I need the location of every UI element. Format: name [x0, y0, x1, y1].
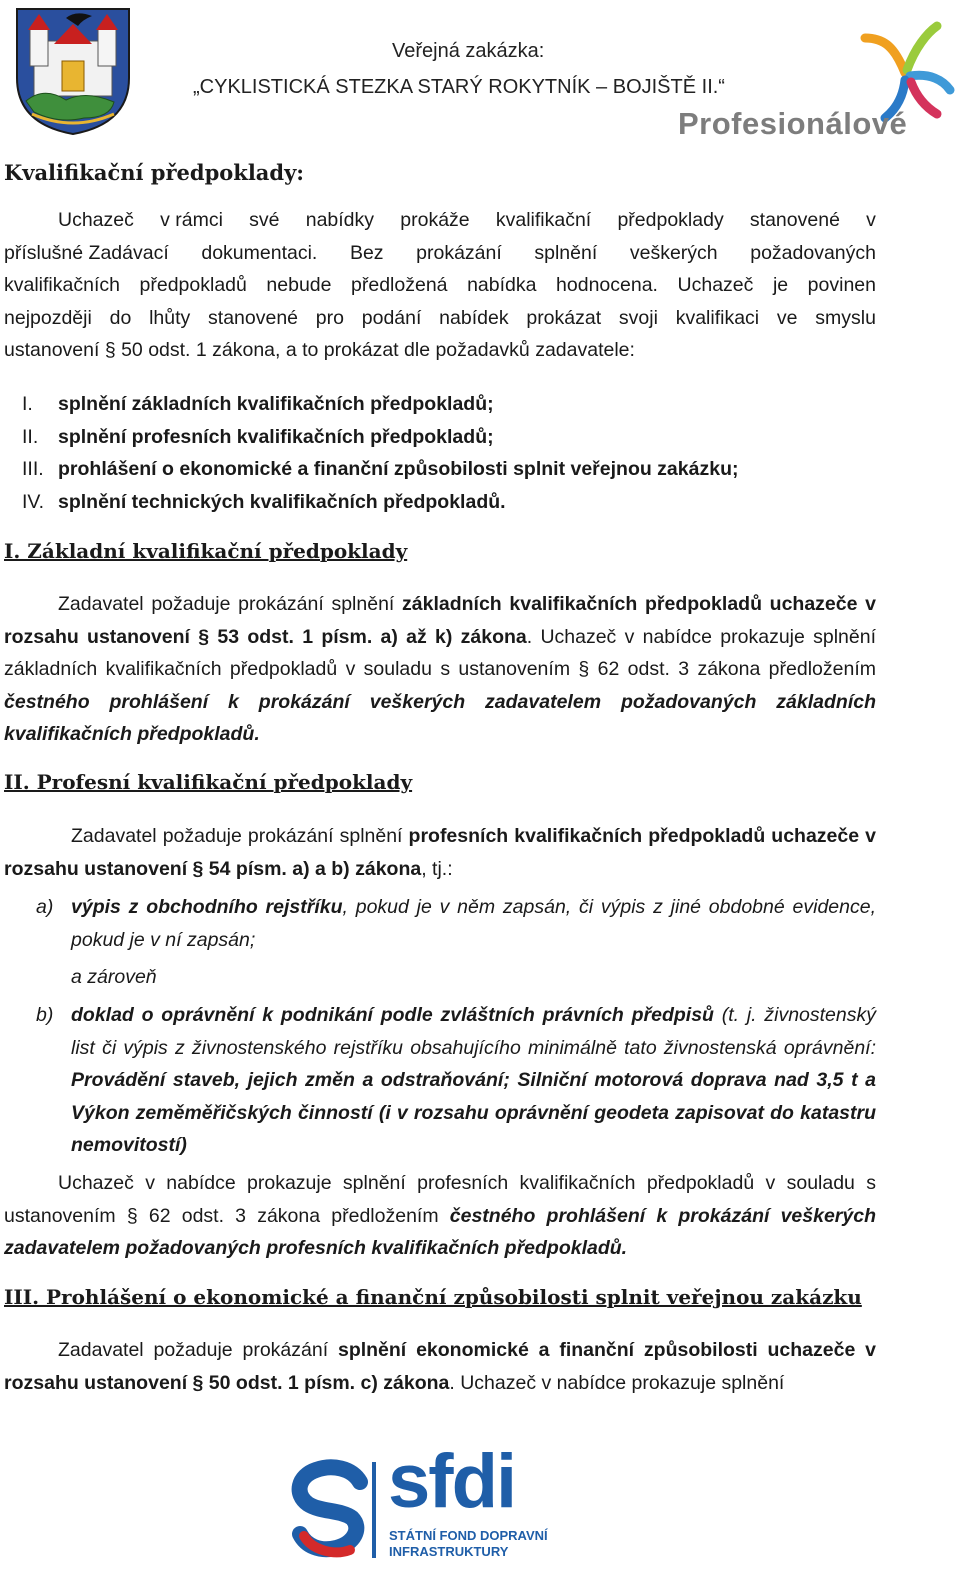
intro-word: nabídky [305, 209, 375, 231]
sec3-text-a: Zadavatel požaduje prokázání [58, 1339, 338, 1361]
intro-word: do [109, 306, 132, 329]
list-item-number: IV. [22, 490, 45, 513]
intro-line-1 [4, 204, 876, 237]
intro-word: nebude [266, 274, 332, 296]
sec2-text-a: Zadavatel požaduje prokázání splnění [71, 825, 409, 847]
intro-word: nabídek [439, 306, 509, 329]
sec1-text-bold-italic: čestného prohlášení k prokázání veškerých zadavatelem požadovaných základních kvalifikačních předpokladů. [4, 690, 876, 745]
intro-word: smyslu [815, 306, 876, 329]
list-item-number: III. [22, 458, 44, 480]
intro-word: splnění [534, 241, 598, 264]
intro-word: v rámci [160, 209, 223, 231]
intro-word: veškerých [629, 241, 718, 264]
list-item-text: splnění základních kvalifikačních předpokladů; [58, 393, 494, 415]
section-2-paragraph-2 [4, 1167, 876, 1265]
list-item-number: I. [22, 393, 33, 415]
section-1-paragraph [4, 588, 876, 751]
sec1-text-a: Zadavatel požaduje prokázání splnění [58, 593, 403, 615]
sec2-text-p2a: Uchazeč v nabídce prokazuje splnění profesních kvalifikačních předpokladů v souladu s ustanovením § 62 odst. 3 zákona předložením [4, 1172, 876, 1227]
list-item-text: splnění profesních kvalifikačních předpokladů; [58, 425, 494, 448]
intro-word: Bez [349, 241, 384, 264]
section-1-heading: I. Základní kvalifikační předpoklady [4, 539, 408, 563]
qualification-list [22, 388, 882, 518]
intro-word: příslušné Zadávací [4, 241, 169, 264]
header-title: „CYKLISTICKÁ STEZKA STARÝ ROKYTNÍK – BOJIŠTĚ II.“ [193, 76, 725, 98]
intro-word: Uchazeč [58, 209, 134, 231]
intro-word: podání [361, 306, 422, 329]
intro-word: stanovené [208, 306, 299, 329]
sec3-text-c: . Uchazeč v nabídce prokazuje splnění [449, 1371, 785, 1394]
intro-word: prokáže [400, 209, 470, 231]
item-a-and: a zároveň [71, 966, 157, 988]
section-title: Kvalifikační předpoklady: [4, 160, 305, 185]
item-a-rest: , pokud je v něm zapsán, či výpis z jiné obdobné evidence, pokud je v ní zapsán; [71, 896, 876, 951]
item-b-text [71, 999, 876, 1162]
sfdi-line-2: INFRASTRUKTURY [389, 1544, 509, 1559]
intro-line-3 [4, 269, 876, 302]
sfdi-logo-text: sfdi [388, 1439, 516, 1524]
item-b-bold: doklad o oprávnění k podnikání podle zvláštních právních předpisů [71, 1004, 714, 1026]
list-item [22, 388, 882, 421]
intro-word: požadovaných [750, 241, 876, 264]
section-2-heading: II. Profesní kvalifikační předpoklady [4, 770, 413, 794]
intro-word: svoji [618, 306, 658, 329]
intro-word: povinen [807, 274, 876, 296]
profesionalove-brand: Profesionálové [678, 106, 908, 141]
intro-word: nabídka [467, 274, 537, 296]
list-item [22, 486, 882, 519]
item-a-bold: výpis z obchodního rejstříku [71, 896, 343, 918]
intro-line-4 [4, 302, 876, 335]
intro-word: své [249, 209, 280, 231]
intro-word: předpoklady [617, 209, 724, 231]
sec2-text-bold: profesních kvalifikačních předpokladů uchazeče v rozsahu ustanovení § 54 písm. a) a b) zákona [4, 825, 876, 880]
section-2-paragraph [4, 820, 876, 885]
intro-word: předpokladů [139, 274, 247, 296]
list-item [22, 421, 882, 454]
intro-word: kvalifikaci [675, 306, 760, 329]
intro-word: je [772, 274, 789, 296]
list-item-text: splnění technických kvalifikačních předpokladů. [58, 490, 506, 513]
list-item-number: II. [22, 425, 39, 448]
item-b-label: b) [36, 1004, 54, 1026]
list-item-text: prohlášení o ekonomické a finanční způsobilosti splnit veřejnou zakázku; [58, 458, 739, 480]
item-b-rest: (t. j. živnostenský list či výpis z živnostenského rejstříku obsahujícího minimálně tato živnostenská oprávnění: [71, 1004, 877, 1059]
intro-word: lhůty [149, 306, 191, 329]
sec2-text-c: , tj.: [421, 857, 453, 880]
intro-word: ve [776, 306, 798, 329]
city-crest-logo [14, 6, 132, 136]
intro-word: hodnocena. [556, 274, 658, 296]
intro-word: prokázat [526, 306, 602, 329]
sec2-text-p2b: čestného prohlášení k prokázání veškerých zadavatelem požadovaných profesních kvalifikačních předpokladů. [4, 1204, 876, 1259]
sfdi-divider [372, 1462, 376, 1558]
intro-paragraph [4, 204, 876, 367]
section-3-heading: III. Prohlášení o ekonomické a finanční způsobilosti splnit veřejnou zakázku [4, 1285, 862, 1309]
sfdi-line-1: STÁTNÍ FOND DOPRAVNÍ [389, 1528, 548, 1543]
intro-word: nejpozději [4, 306, 92, 329]
intro-word: prokázání [416, 241, 502, 264]
intro-word: kvalifikačních [4, 274, 120, 296]
intro-line-5: ustanovení § 50 odst. 1 zákona, a to prokázat dle požadavků zadavatele: [4, 339, 635, 361]
intro-word: v [866, 209, 876, 231]
intro-line-2 [4, 237, 876, 270]
sec1-text-bold: základních kvalifikačních předpokladů uchazeče v rozsahu ustanovení § 53 odst. 1 písm. a) až k) zákona [4, 593, 876, 648]
item-a-text [71, 891, 876, 956]
sec1-text-c: . Uchazeč v nabídce prokazuje splnění základních kvalifikačních předpokladů v souladu s ustanovením § 62 odst. 3 zákona předložením [4, 625, 876, 680]
intro-word: pro [315, 306, 344, 329]
sec3-text-bold: splnění ekonomické a finanční způsobilosti uchazeče v rozsahu ustanovení § 50 odst. 1 písm. c) zákona [4, 1339, 876, 1394]
intro-word: dokumentaci. [201, 241, 318, 264]
item-b-bold-2: Provádění staveb, jejich změn a odstraňování; Silniční motorová doprava nad 3,5 t a Výkon zeměměřičských činností (i v rozsahu oprávnění geodeta zapisovat do katastru nemovitostí) [71, 1069, 876, 1156]
intro-word: stanovené [749, 209, 840, 231]
sfdi-s-icon [282, 1458, 382, 1562]
intro-word: kvalifikační [495, 209, 592, 231]
list-item [22, 453, 882, 486]
item-a-label: a) [36, 896, 54, 918]
intro-word: předložená [351, 274, 448, 296]
section-3-paragraph [4, 1334, 876, 1399]
intro-word: Uchazeč [677, 274, 754, 296]
header-caption: Veřejná zakázka: [392, 40, 545, 62]
